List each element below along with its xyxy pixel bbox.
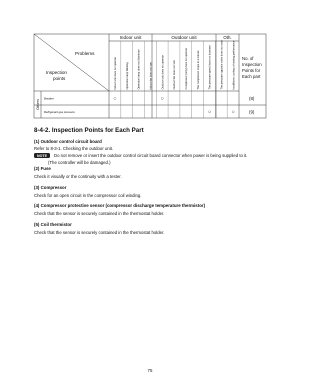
column-header: The compressor stops in a minute — [196, 50, 200, 90]
page-number: 75 — [147, 368, 153, 373]
group-header-indoor: Indoor unit — [119, 35, 142, 41]
no-of-points-label: Points for — [242, 68, 261, 73]
row-label-refrigerant: Refrigerant gas pressure — [44, 110, 75, 114]
column-header: The pressure speed does not increase — [208, 45, 212, 90]
text-compressor: Check for an open circuit in the compressor coil winding. — [34, 193, 142, 198]
heading-compressor: (3) Compressor — [34, 185, 67, 190]
column-header: Indoor unit does not operate — [114, 57, 118, 90]
column-header: Compressor (only) does not operate — [185, 47, 189, 90]
note-text-2: (The controller will be damaged.) — [48, 160, 111, 165]
column-header: Operation lamp blinking — [125, 62, 129, 90]
table-mark: ○ — [231, 109, 235, 116]
corner-label-points: points — [53, 76, 66, 81]
table-mark: ○ — [113, 95, 117, 102]
heading-outdoor-board: (1) Outdoor control circuit board — [34, 139, 102, 144]
note-line — [34, 153, 284, 158]
column-header: Insufficient cooling or heating performance — [232, 40, 236, 90]
note-text: Do not remove or insert the outdoor control circuit board connector when power is being supplied to it. — [53, 153, 248, 158]
group-header-others: Oth. — [223, 35, 232, 41]
no-of-points-label: Inspection — [242, 62, 262, 67]
table-mark: ○ — [207, 109, 212, 116]
corner-label-problems: Problems — [75, 51, 95, 56]
group-header-outdoor: Outdoor unit — [171, 35, 197, 41]
no-of-points-label: Each part — [242, 74, 261, 79]
text-fuse: Check it visually or the continuity with a tester. — [34, 174, 122, 179]
column-header: Indoor fan does not turn — [149, 61, 153, 90]
column-header: The pressure opposite valve does not work — [220, 40, 224, 90]
row-ref-breaker: (8) — [249, 96, 255, 101]
heading-coil-thermistor: (5) Coil thermistor — [34, 222, 72, 227]
section-title: 8-4-2. Inspection Points for Each Part — [34, 127, 144, 134]
text-coil-thermistor: Check that the sensor is securely contained in the thermostat holder. — [34, 230, 165, 235]
column-header: Outdoor fan does not turn — [173, 59, 177, 90]
table-mark: ○ — [160, 95, 164, 102]
side-label-others: Others — [36, 99, 41, 110]
heading-protective-sensor: (4) Compressor protective sensor (compressor discharge temperature thermistor) — [34, 203, 206, 208]
corner-label-inspection: Inspection — [46, 70, 67, 75]
text-protective-sensor: Check that the sensor is securely contained in the thermostat holder. — [34, 211, 165, 216]
row-ref-refrigerant: (9) — [249, 109, 255, 115]
column-header: Outdoor unit does not operate — [161, 55, 165, 90]
no-of-points-label: No. of — [242, 56, 254, 61]
text-outdoor-board: Refer to 8-3-1. Checking the outdoor unit. — [34, 146, 114, 151]
row-label-breaker: Breaker — [44, 96, 54, 101]
column-header: Operation lamp does not illuminate — [137, 49, 141, 90]
heading-fuse: (2) Fuse — [34, 166, 51, 171]
note-badge: NOTE — [34, 153, 50, 158]
